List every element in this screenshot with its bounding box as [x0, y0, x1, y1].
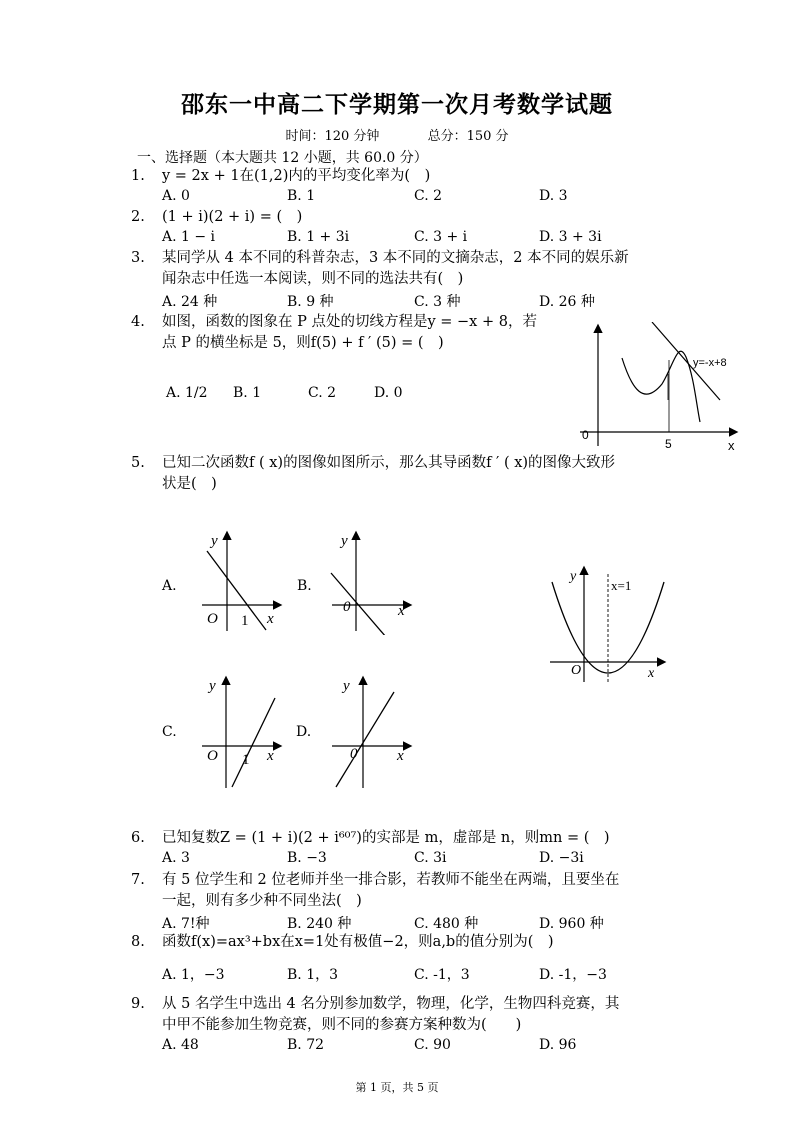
- x-axis-label: x: [728, 438, 735, 453]
- question-number: 7.: [131, 872, 145, 888]
- option-d[interactable]: D. 3 + 3i: [539, 229, 602, 245]
- question-number: 1.: [131, 168, 145, 184]
- option-c[interactable]: C. 2: [414, 188, 443, 204]
- option-a[interactable]: A. 24 种: [162, 294, 218, 310]
- option-c[interactable]: C. 3i: [414, 850, 447, 866]
- question-text-line2: 状是( ): [162, 476, 217, 492]
- svg-text:x: x: [397, 748, 404, 764]
- svg-text:y: y: [343, 678, 350, 694]
- exam-time: 时间：120 分钟: [285, 129, 380, 144]
- exam-meta: [0, 125, 794, 144]
- page-title: 邵东一中高二下学期第一次月考数学试题: [181, 92, 613, 118]
- svg-text:y: y: [211, 533, 218, 549]
- question-text-line1: 有 5 位学生和 2 位老师并坐一排合影，若教师不能坐在两端，且要坐在: [162, 872, 620, 888]
- option-d[interactable]: D. 0: [374, 385, 403, 401]
- question-number: 9.: [131, 996, 145, 1012]
- question-text: 函数f(x)=ax³+bx在x=1处有极值−2，则a,b的值分别为( ): [162, 934, 554, 950]
- question-text: (1 + i)(2 + i) = ( ): [162, 209, 303, 225]
- option-d[interactable]: D. -1，−3: [539, 967, 607, 983]
- svg-text:x=1: x=1: [611, 578, 632, 593]
- page-footer: 第 1 页，共 5 页: [355, 1081, 439, 1094]
- section-heading: 一、选择题（本大题共 12 小题，共 60.0 分）: [137, 150, 428, 166]
- exam-score: 总分：150 分: [427, 129, 509, 144]
- svg-text:x: x: [267, 611, 274, 627]
- option-b[interactable]: B. 72: [287, 1037, 325, 1053]
- tangent-label: y=-x+8: [693, 357, 727, 369]
- question-text: y = 2x + 1在(1,2)内的平均变化率为( ): [162, 168, 431, 184]
- question-number: 6.: [131, 830, 145, 846]
- option-d-label[interactable]: D.: [296, 724, 312, 740]
- option-d[interactable]: D. 26 种: [539, 294, 595, 310]
- svg-text:0: 0: [343, 599, 351, 615]
- svg-text:x: x: [267, 748, 274, 764]
- svg-text:1: 1: [242, 752, 250, 768]
- svg-text:y: y: [570, 569, 577, 584]
- option-a[interactable]: A. 0: [162, 188, 190, 204]
- option-b[interactable]: B. 1: [287, 188, 316, 204]
- q5-option-b-graph: [326, 527, 416, 635]
- svg-text:x: x: [398, 603, 405, 619]
- option-b[interactable]: B. 9 种: [287, 294, 334, 310]
- option-b[interactable]: B. 240 种: [287, 916, 352, 932]
- question-text-line1: 如图，函数的图象在 P 点处的切线方程是y = −x + 8，若: [162, 314, 537, 330]
- option-d[interactable]: D. −3i: [539, 850, 584, 866]
- option-c[interactable]: C. -1，3: [414, 967, 470, 983]
- question-text: 已知复数Z = (1 + i)(2 + i⁶⁰⁷)的实部是 m，虚部是 n，则mn = ( ): [162, 830, 610, 846]
- question-number: 8.: [131, 934, 145, 950]
- option-c[interactable]: C. 3 + i: [414, 229, 468, 245]
- question-text-line1: 某同学从 4 本不同的科普杂志，3 本不同的文摘杂志，2 本不同的娱乐新: [162, 250, 629, 266]
- option-b[interactable]: B. 1 + 3i: [287, 229, 350, 245]
- x-tick-label: 5: [665, 437, 672, 451]
- option-a[interactable]: A. 1，−3: [162, 967, 225, 983]
- q4-tangent-figure: [570, 322, 750, 454]
- question-number: 2.: [131, 209, 145, 225]
- option-d[interactable]: D. 960 种: [539, 916, 604, 932]
- option-c[interactable]: C. 2: [308, 385, 337, 401]
- q5-option-d-graph: [326, 672, 416, 790]
- question-text-line2: 点 P 的横坐标是 5，则f(5) + f ′ (5) = ( ): [162, 335, 444, 351]
- function-curve: [622, 351, 700, 422]
- svg-text:O: O: [571, 663, 582, 678]
- origin-label: 0: [582, 428, 589, 442]
- option-b[interactable]: B. −3: [287, 850, 327, 866]
- svg-text:O: O: [207, 611, 218, 627]
- svg-text:1: 1: [241, 613, 249, 629]
- q5-parabola-graph: [540, 564, 670, 686]
- svg-text:y: y: [209, 678, 216, 694]
- option-c-label[interactable]: C.: [162, 724, 177, 740]
- question-number: 3.: [131, 250, 145, 266]
- option-d[interactable]: D. 96: [539, 1037, 577, 1053]
- option-c[interactable]: C. 3 种: [414, 294, 461, 310]
- option-b-label[interactable]: B.: [297, 578, 312, 594]
- option-c[interactable]: C. 90: [414, 1037, 451, 1053]
- svg-text:y: y: [341, 533, 348, 549]
- question-number: 4.: [131, 314, 145, 330]
- option-a-label[interactable]: A.: [162, 578, 177, 594]
- question-text-line1: 从 5 名学生中选出 4 名分别参加数学，物理，化学，生物四科竞赛，其: [162, 996, 620, 1012]
- option-a[interactable]: A. 3: [162, 850, 190, 866]
- svg-text:O: O: [207, 748, 218, 764]
- svg-text:0: 0: [350, 746, 358, 762]
- option-a[interactable]: A. 1 − i: [162, 229, 216, 245]
- question-number: 5.: [131, 455, 145, 471]
- q5-option-c-graph: [196, 672, 286, 790]
- question-text-line2: 中甲不能参加生物竞赛，则不同的参赛方案种数为( ): [162, 1017, 522, 1033]
- q5-option-a-graph: [196, 527, 286, 635]
- question-text-line1: 已知二次函数f ( x)的图像如图所示，那么其导函数f ′ ( x)的图像大致形: [162, 455, 616, 471]
- option-d[interactable]: D. 3: [539, 188, 568, 204]
- svg-text:x: x: [648, 666, 655, 681]
- question-text-line2: 一起，则有多少种不同坐法( ): [162, 893, 362, 909]
- option-b[interactable]: B. 1: [233, 385, 262, 401]
- question-text-line2: 闻杂志中任选一本阅读，则不同的选法共有( ): [162, 271, 464, 287]
- option-a[interactable]: A. 48: [162, 1037, 199, 1053]
- option-b[interactable]: B. 1，3: [287, 967, 339, 983]
- option-a[interactable]: A. 7!种: [162, 916, 210, 932]
- option-a[interactable]: A. 1/2: [166, 385, 208, 401]
- option-c[interactable]: C. 480 种: [414, 916, 479, 932]
